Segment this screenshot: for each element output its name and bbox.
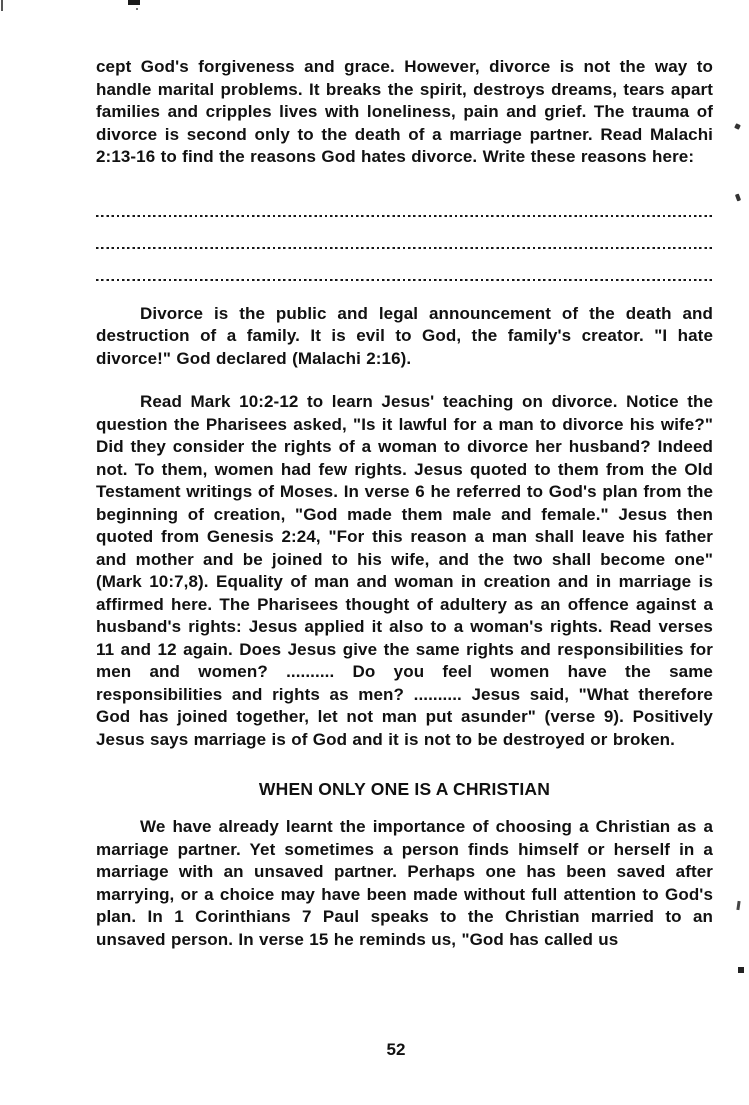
scan-artifact-right-3 (736, 901, 740, 910)
answer-line-3 (96, 279, 713, 281)
scan-artifact-right-4 (738, 967, 744, 973)
page-number: 52 (386, 1040, 406, 1059)
answer-line-2 (96, 247, 713, 249)
scan-artifact-right-1 (734, 123, 741, 130)
answer-line-1 (96, 215, 713, 217)
scan-artifact-right-2 (735, 194, 741, 202)
section-heading: WHEN ONLY ONE IS A CHRISTIAN (258, 779, 551, 799)
scan-artifact-top-dot (136, 8, 138, 10)
answer-lines-group (96, 215, 713, 281)
scan-artifact-top-mark (128, 0, 140, 5)
paragraph-one-christian: We have already learnt the importance of choosing a Christian as a marriage partner. Yet sometimes a person finds himself or herself in a marriage with an unsaved partner. Perhaps one has been saved after marrying, or a choice may have been made without full attention to God's plan. In 1 Corinthians 7 Paul speaks to the Christian married to an unsaved person. In verse 15 he reminds us, "God has called us (96, 817, 713, 949)
paragraph-mark-teaching: Read Mark 10:2-12 to learn Jesus' teaching on divorce. Notice the question the Pharisees asked, "Is it lawful for a man to divorce his wife?" Did they consider the rights of a woman to divorce her husband? Indeed not. To them, women had few rights. Jesus quoted to them from the Old Testament writings of Moses. In verse 6 he referred to God's plan from the beginning of creation, "God made them male and female." Jesus then quoted from Genesis 2:24, "For this reason a man shall leave his father and mother and be joined to his wife, and the two shall become one" (Mark 10:7,8). Equality of man and woman in creation and in marriage is affirmed here. The Pharisees thought of adultery as an offence against a husband's rights: Jesus applied it also to a woman's rights. Read verses 11 and 12 again. Does Jesus give the same rights and responsibilities for men and women? .......... Do you feel women have the same responsibilities and rights as men? .......... Jesus said, "What therefore God has joined together, let not man put asunder" (verse 9). Positively Jesus says marriage is of God and it is not to be destroyed or broken. (96, 392, 713, 749)
text-block (96, 56, 713, 951)
paragraph-divorce-announcement: Divorce is the public and legal announcement of the death and destruction of a family. It is evil to God, the family's creator. "I hate divorce!" God declared (Malachi 2:16). (96, 303, 713, 368)
scan-artifact-left-edge (1, 0, 3, 11)
paragraph-intro-continuation: cept God's forgiveness and grace. However, divorce is not the way to handle marital problems. It breaks the spirit, destroys dreams, tears apart families and cripples lives with loneliness, pain and grief. The trauma of divorce is second only to the death of a marriage partner. Read Malachi 2:13-16 to find the reasons God hates divorce. Write these reasons here: (96, 57, 713, 166)
